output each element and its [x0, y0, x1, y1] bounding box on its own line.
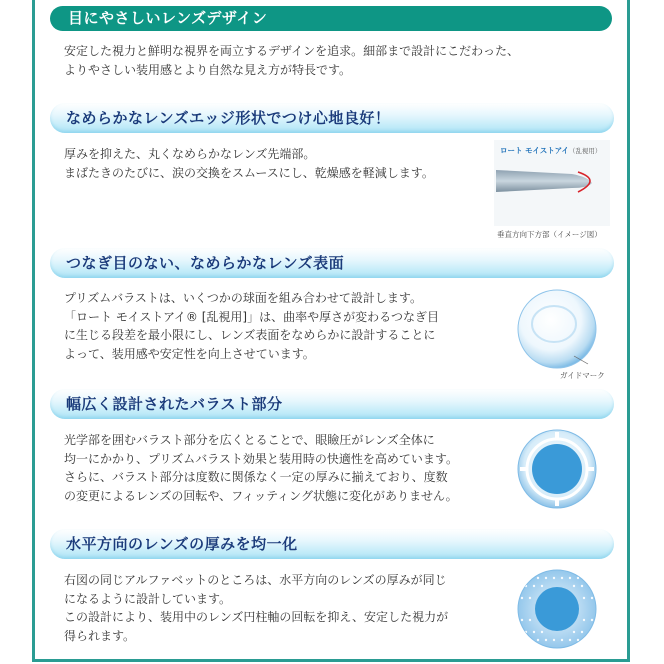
text-line: 安定した視力と鮮明な視界を両立するデザインを追求。細部まで設計にこだわった、 [64, 44, 520, 58]
lens-edge-diagram [494, 140, 610, 226]
section-header-smooth-edge: なめらかなレンズエッジ形状でつけ心地良好！ [50, 103, 614, 133]
section-header-uniform-thickness: 水平方向のレンズの厚みを均一化 [50, 529, 614, 559]
text-line: よって、装用感や安定性を向上させています。 [64, 346, 315, 361]
section-4-text [64, 431, 458, 505]
optical-zone [532, 444, 582, 494]
guide-mark-caption: ガイドマーク [560, 371, 605, 380]
section-2-text [64, 145, 434, 182]
lens-edge-illustration [494, 140, 610, 226]
section-header-seamless-surface: つなぎ目のない、なめらかなレンズ表面 [50, 248, 614, 278]
text-line: に生じる段差を最小限にし、レンズ表面をなめらかに設計することに [64, 328, 436, 342]
text-line: になるように設計しています。 [64, 591, 232, 606]
section-5-text [64, 571, 448, 645]
text-line: の変更によるレンズの回転や、フィッティング状態に変化がありません。 [64, 488, 458, 503]
text-line: 右図の同じアルファベットのところは、水平方向のレンズの厚みが同じ [64, 573, 447, 587]
text-line: 厚みを抑えた、丸くなめらかなレンズ先端部。 [64, 147, 316, 161]
ballast-marker-left [520, 467, 527, 471]
lens-edge-cross-section [496, 170, 592, 192]
ballast-illustration [516, 428, 598, 510]
section-header-eye-friendly-design: 目にやさしいレンズデザイン [50, 6, 612, 31]
section-3-text [64, 289, 439, 363]
text-line: よりやさしい装用感とより自然な見え方が特長です。 [64, 62, 352, 77]
illustration-caption: 垂直方向下方部（イメージ図） [497, 230, 602, 239]
optical-zone [535, 587, 579, 631]
text-line: 光学部を囲むバラスト部分を広くとることで、眼瞼圧がレンズ全体に [64, 433, 435, 447]
ballast-marker-bottom [555, 499, 559, 506]
text-line: 「ロート モイストアイ® [乱視用]」は、曲率や厚さが変わるつなぎ目 [64, 309, 439, 324]
text-line: 得られます。 [64, 628, 136, 643]
text-line: さらに、バラスト部分は度数に関係なく一定の厚みに揃えており、度数 [64, 470, 448, 484]
lens-circle [518, 290, 596, 368]
section-header-wide-ballast: 幅広く設計されたバラスト部分 [50, 389, 614, 419]
thickness-map-illustration [516, 568, 598, 650]
text-line: まばたきのたびに、涙の交換をスムースにし、乾燥感を軽減します。 [64, 165, 434, 180]
illustration-title: ロート モイストアイ（乱視用） [500, 146, 602, 155]
text-line: プリズムバラストは、いくつかの球面を組み合わせて設計します。 [64, 291, 422, 305]
text-line: 均一にかかり、プリズムバラスト効果と装用時の快適性を高めています。 [64, 451, 458, 466]
text-line: この設計により、装用中のレンズ円柱軸の回転を抑え、安定した視力が [64, 610, 449, 624]
lens-surface-illustration [516, 288, 598, 370]
section-1-text [64, 42, 519, 79]
ballast-marker-top [555, 432, 559, 439]
ballast-marker-right [587, 467, 594, 471]
